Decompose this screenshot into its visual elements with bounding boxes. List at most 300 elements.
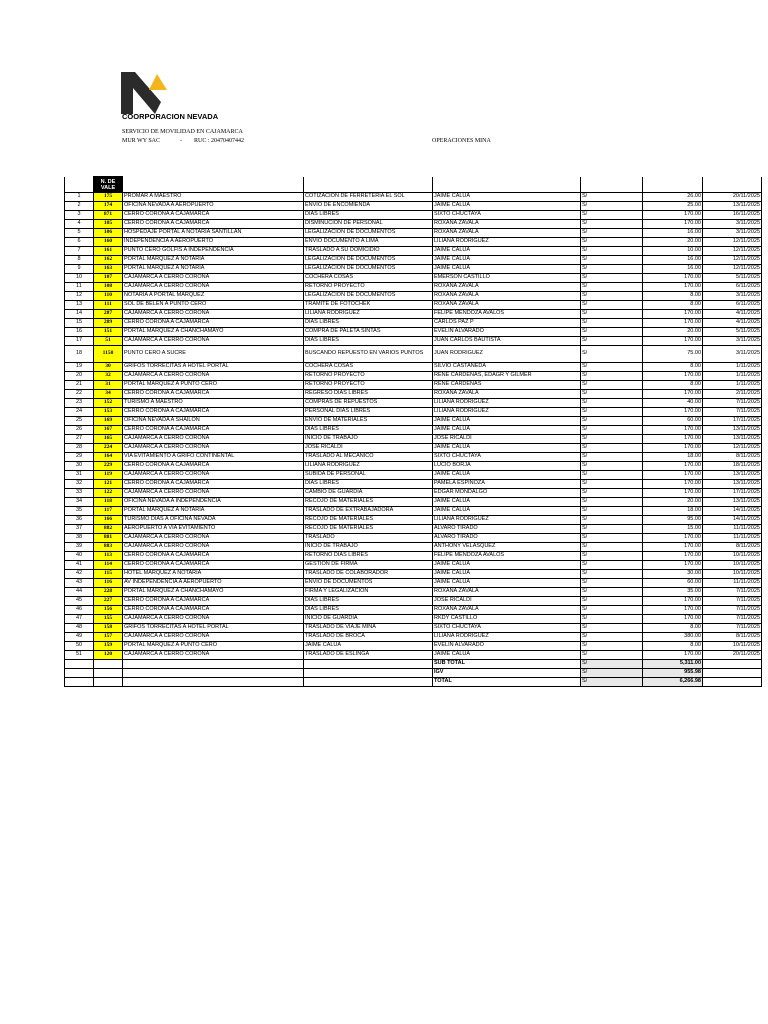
amount-cell: 170.00	[643, 310, 703, 319]
vale-number: 229	[94, 462, 123, 471]
row-number: 33	[65, 489, 94, 498]
description-cell: COTIZACION DE FERRETERIA EL SOL	[304, 193, 433, 202]
row-number: 25	[65, 417, 94, 426]
row-number: 21	[65, 381, 94, 390]
amount-cell: 8.00	[643, 624, 703, 633]
vale-number: 115	[94, 570, 123, 579]
person-cell: JAIME CALUA	[433, 471, 581, 480]
description-cell: TRASLADO	[304, 534, 433, 543]
description-cell: RECOJO DE MATERIALES	[304, 516, 433, 525]
header-blank	[123, 177, 304, 193]
amount-cell: 170.00	[643, 390, 703, 399]
date-cell: 13/11/2025	[703, 435, 762, 444]
table-row	[65, 211, 762, 220]
date-cell: 3/11/2025	[703, 346, 762, 363]
currency-cell: S/	[581, 426, 643, 435]
summary-label: TOTAL	[433, 678, 581, 687]
currency-cell: S/	[581, 319, 643, 328]
vale-number: 871	[94, 211, 123, 220]
row-number: 1	[65, 193, 94, 202]
currency-cell: S/	[581, 534, 643, 543]
vale-number: 161	[94, 247, 123, 256]
summary-value: 5,311.00	[643, 660, 703, 669]
currency-cell: S/	[581, 220, 643, 229]
person-cell: JAIME CALUA	[433, 651, 581, 660]
route-cell: OFICINA NEVADA A SHAILON	[123, 417, 304, 426]
table-row	[65, 328, 762, 337]
amount-cell: 10.00	[643, 247, 703, 256]
summary-value: 6,266.98	[643, 678, 703, 687]
date-cell: 7/11/2025	[703, 399, 762, 408]
vale-number: 108	[94, 283, 123, 292]
date-cell: 12/11/2025	[703, 256, 762, 265]
date-cell: 7/11/2025	[703, 624, 762, 633]
person-cell: SILVIO CASTAÑEDA	[433, 363, 581, 372]
person-cell: PAMELA ESPINOZA	[433, 480, 581, 489]
route-cell: CAJAMARCA A CERRO CORONA	[123, 274, 304, 283]
vale-number: 113	[94, 552, 123, 561]
description-cell: DIAS LIBRES	[304, 426, 433, 435]
currency-cell: S/	[581, 435, 643, 444]
row-number: 18	[65, 346, 94, 363]
vale-number: 122	[94, 489, 123, 498]
person-cell: JAIME CALUA	[433, 444, 581, 453]
person-cell: JAIME CALUA	[433, 579, 581, 588]
date-cell: 13/11/2025	[703, 480, 762, 489]
amount-cell: 170.00	[643, 220, 703, 229]
date-cell: 6/11/2025	[703, 283, 762, 292]
amount-cell: 170.00	[643, 444, 703, 453]
amount-cell: 170.00	[643, 615, 703, 624]
person-cell: JAIME CALUA	[433, 193, 581, 202]
description-cell: INICIO DE TRABAJO	[304, 435, 433, 444]
row-number: 12	[65, 292, 94, 301]
date-cell: 2/11/2025	[703, 390, 762, 399]
date-cell: 5/11/2025	[703, 274, 762, 283]
date-cell: 13/11/2025	[703, 498, 762, 507]
table-row	[65, 453, 762, 462]
row-number: 47	[65, 615, 94, 624]
route-cell: GRIFOS TORRECITAS A HOTEL PORTAL	[123, 363, 304, 372]
header-blank	[581, 177, 643, 193]
row-number: 19	[65, 363, 94, 372]
vale-number: 30	[94, 363, 123, 372]
person-cell: JAIME CALUA	[433, 426, 581, 435]
ruc-number: RUC : 20470407442	[194, 138, 245, 144]
amount-cell: 170.00	[643, 480, 703, 489]
table-row	[65, 310, 762, 319]
date-cell: 12/11/2025	[703, 265, 762, 274]
summary-blank	[703, 678, 762, 687]
row-number: 22	[65, 390, 94, 399]
row-number: 10	[65, 274, 94, 283]
currency-cell: S/	[581, 543, 643, 552]
description-cell: COCHERA COSAS	[304, 363, 433, 372]
summary-blank	[94, 678, 123, 687]
route-cell: CERRO CORONA A CAJAMARCA	[123, 462, 304, 471]
vale-number: 107	[94, 274, 123, 283]
route-cell: AEROPUERTO A VIA EVITAMIENTO	[123, 525, 304, 534]
route-cell: CAJAMARCA A CERRO CORONA	[123, 372, 304, 381]
row-number: 46	[65, 606, 94, 615]
amount-cell: 8.00	[643, 292, 703, 301]
route-cell: PROMAR A MAESTRO	[123, 193, 304, 202]
row-number: 11	[65, 283, 94, 292]
summary-currency: S/	[581, 678, 643, 687]
description-cell: JAIME CALUA	[304, 642, 433, 651]
vale-number: 114	[94, 561, 123, 570]
table-row	[65, 579, 762, 588]
table-row	[65, 346, 762, 363]
date-cell: 3/11/2025	[703, 337, 762, 346]
vale-number: 160	[94, 238, 123, 247]
date-cell: 8/11/2025	[703, 633, 762, 642]
vale-number: 155	[94, 615, 123, 624]
date-cell: 16/11/2025	[703, 211, 762, 220]
description-cell: COMPRAS DE REPUESTOS	[304, 399, 433, 408]
table-row	[65, 552, 762, 561]
currency-cell: S/	[581, 292, 643, 301]
route-cell: CERRO CORONA A CAJAMARCA	[123, 552, 304, 561]
person-cell: ANTHONY VELASQUEZ	[433, 543, 581, 552]
route-cell: CAJAMARCA A CERRO CORONA	[123, 615, 304, 624]
vale-number: 174	[94, 202, 123, 211]
person-cell: ROXANA ZAVALA	[433, 301, 581, 310]
company-logo	[121, 72, 177, 114]
currency-cell: S/	[581, 561, 643, 570]
summary-row	[65, 660, 762, 669]
description-cell: LILIANA RODRIGUEZ	[304, 462, 433, 471]
description-cell: INICIO DE TRABAJO	[304, 543, 433, 552]
date-cell: 4/11/2025	[703, 319, 762, 328]
amount-cell: 170.00	[643, 319, 703, 328]
amount-cell: 170.00	[643, 462, 703, 471]
row-number: 31	[65, 471, 94, 480]
vale-number: 51	[94, 337, 123, 346]
table-row	[65, 642, 762, 651]
summary-currency: S/	[581, 669, 643, 678]
date-cell: 20/11/2025	[703, 193, 762, 202]
row-number: 20	[65, 372, 94, 381]
currency-cell: S/	[581, 498, 643, 507]
vale-number: 153	[94, 408, 123, 417]
row-number: 26	[65, 426, 94, 435]
amount-cell: 75.00	[643, 346, 703, 363]
person-cell: LUCIO BORJA	[433, 462, 581, 471]
currency-cell: S/	[581, 238, 643, 247]
amount-cell: 170.00	[643, 471, 703, 480]
summary-value: 955.98	[643, 669, 703, 678]
currency-cell: S/	[581, 193, 643, 202]
vale-number: 32	[94, 372, 123, 381]
summary-blank	[123, 678, 304, 687]
date-cell: 8/11/2025	[703, 543, 762, 552]
row-number: 5	[65, 229, 94, 238]
person-cell: JAIME CALUA	[433, 247, 581, 256]
service-title: SERVICIO DE MOVILIDAD EN CAJAMARCA	[122, 129, 243, 135]
amount-cell: 16.00	[643, 265, 703, 274]
table-row	[65, 489, 762, 498]
header-blank	[703, 177, 762, 193]
date-cell: 13/11/2025	[703, 471, 762, 480]
vale-number: 289	[94, 319, 123, 328]
amount-cell: 8.00	[643, 381, 703, 390]
description-cell: RECOJO DE MATERIALES	[304, 498, 433, 507]
amount-cell: 60.00	[643, 579, 703, 588]
amount-cell: 35.00	[643, 588, 703, 597]
amount-cell: 170.00	[643, 534, 703, 543]
route-cell: PORTAL MARQUEZ A CHANCHAMAYO	[123, 588, 304, 597]
route-cell: HOSPEDAJE PORTAL A NOTARIA SANTILLAN	[123, 229, 304, 238]
summary-row	[65, 678, 762, 687]
currency-cell: S/	[581, 301, 643, 310]
date-cell: 13/11/2025	[703, 202, 762, 211]
person-cell: JAIME CALUA	[433, 498, 581, 507]
currency-cell: S/	[581, 363, 643, 372]
person-cell: FELIPE MENDOZA AVALOS	[433, 310, 581, 319]
amount-cell: 18.00	[643, 507, 703, 516]
date-cell: 13/11/2025	[703, 426, 762, 435]
summary-label: SUB TOTAL	[433, 660, 581, 669]
person-cell: ALVARO TIRADO	[433, 534, 581, 543]
currency-cell: S/	[581, 328, 643, 337]
route-cell: PORTAL MARQUEZ A PUNTO CERO	[123, 642, 304, 651]
person-cell: EVELIN ALVARADO	[433, 642, 581, 651]
vale-number: 121	[94, 480, 123, 489]
summary-currency: S/	[581, 660, 643, 669]
person-cell: LILIANA RODRIGUEZ	[433, 399, 581, 408]
table-row	[65, 471, 762, 480]
summary-blank	[123, 669, 304, 678]
description-cell: RETORNO PROYECTO	[304, 283, 433, 292]
operation-label: OPERACIONES MINA	[432, 138, 491, 144]
description-cell: ENVIO DE DOCUMENTOS	[304, 579, 433, 588]
date-cell: 3/11/2025	[703, 229, 762, 238]
route-cell: PORTAL MARQUEZ A NOTARIA	[123, 256, 304, 265]
table-row	[65, 606, 762, 615]
person-cell: SIXTO CHUCTAYA	[433, 624, 581, 633]
person-cell: JUAN RODRIGUEZ	[433, 346, 581, 363]
currency-cell: S/	[581, 489, 643, 498]
currency-cell: S/	[581, 597, 643, 606]
currency-cell: S/	[581, 651, 643, 660]
row-number: 14	[65, 310, 94, 319]
amount-cell: 40.00	[643, 399, 703, 408]
amount-cell: 16.00	[643, 256, 703, 265]
date-cell: 12/11/2025	[703, 444, 762, 453]
vale-number: 110	[94, 292, 123, 301]
table-row	[65, 507, 762, 516]
table-row	[65, 381, 762, 390]
description-cell: DIAS LIBRES	[304, 606, 433, 615]
row-number: 30	[65, 462, 94, 471]
currency-cell: S/	[581, 633, 643, 642]
route-cell: VIA EVITAMIENTO A GRIFO CONTINENTAL	[123, 453, 304, 462]
row-number: 9	[65, 265, 94, 274]
table-row	[65, 543, 762, 552]
route-cell: CAJAMARCA A CERRO CORONA	[123, 471, 304, 480]
row-number: 37	[65, 525, 94, 534]
date-cell: 1/11/2025	[703, 363, 762, 372]
currency-cell: S/	[581, 579, 643, 588]
person-cell: JAIME CALUA	[433, 265, 581, 274]
description-cell: TRAMITE DE FOTOCHEK	[304, 301, 433, 310]
amount-cell: 170.00	[643, 372, 703, 381]
row-number: 34	[65, 498, 94, 507]
amount-cell: 170.00	[643, 211, 703, 220]
row-number: 7	[65, 247, 94, 256]
amount-cell: 170.00	[643, 561, 703, 570]
header-blank	[643, 177, 703, 193]
description-cell: DIAS LIBRES	[304, 480, 433, 489]
table-row	[65, 651, 762, 660]
row-number: 13	[65, 301, 94, 310]
separator-dash: -	[180, 138, 182, 144]
route-cell: CERRO CORONA A CAJAMARCA	[123, 561, 304, 570]
vale-number: 152	[94, 399, 123, 408]
amount-cell: 15.00	[643, 525, 703, 534]
route-cell: SOL DE BELEN A PUNTO CERO	[123, 301, 304, 310]
table-row	[65, 256, 762, 265]
vale-number: 164	[94, 453, 123, 462]
vale-number: 883	[94, 543, 123, 552]
table-row	[65, 283, 762, 292]
vale-number: 116	[94, 579, 123, 588]
date-cell: 14/11/2025	[703, 507, 762, 516]
summary-blank	[94, 669, 123, 678]
row-number: 48	[65, 624, 94, 633]
table-row	[65, 417, 762, 426]
route-cell: CERRO CORONA A CAJAMARCA	[123, 480, 304, 489]
table-row	[65, 561, 762, 570]
route-cell: PORTAL MARQUEZ A NOTARIA	[123, 507, 304, 516]
description-cell: INICIO DE GUARDIA	[304, 615, 433, 624]
person-cell: ROXANA ZAVALA	[433, 606, 581, 615]
row-number: 15	[65, 319, 94, 328]
table-row	[65, 534, 762, 543]
table-row	[65, 615, 762, 624]
route-cell: CAJAMARCA A CERRO CORONA	[123, 489, 304, 498]
vale-number: 167	[94, 426, 123, 435]
date-cell: 14/11/2025	[703, 516, 762, 525]
description-cell: RECOJO DE MATERIALES	[304, 525, 433, 534]
table-row	[65, 399, 762, 408]
description-cell: CAMBIO DE GUARDIA	[304, 489, 433, 498]
table-row	[65, 516, 762, 525]
description-cell: TRASLADO A SU DOMICIDIO	[304, 247, 433, 256]
header-blank	[433, 177, 581, 193]
description-cell: COCHERA COSAS	[304, 274, 433, 283]
description-cell: ENVIO DE MATERIALES	[304, 417, 433, 426]
date-cell: 5/11/2025	[703, 328, 762, 337]
route-cell: CERRO CORONA A CAJAMARCA	[123, 606, 304, 615]
description-cell: DIAS LIBRES	[304, 319, 433, 328]
currency-cell: S/	[581, 310, 643, 319]
summary-blank	[703, 669, 762, 678]
table-row	[65, 426, 762, 435]
amount-cell: 170.00	[643, 597, 703, 606]
header-vale: N. DE VALE	[94, 177, 123, 193]
amount-cell: 16.00	[643, 229, 703, 238]
table-row	[65, 624, 762, 633]
description-cell: TRASLADO AL MECANICO	[304, 453, 433, 462]
table-row	[65, 220, 762, 229]
row-number: 43	[65, 579, 94, 588]
person-cell: FELIPE MENDOZA AVALOS	[433, 552, 581, 561]
date-cell: 10/11/2025	[703, 552, 762, 561]
row-number: 23	[65, 399, 94, 408]
row-number: 41	[65, 561, 94, 570]
route-cell: PORTAL MARQUEZ A CHANCHAMAYO	[123, 328, 304, 337]
row-number: 28	[65, 444, 94, 453]
description-cell: LEGALIZACION DE DOCUMENTOS	[304, 256, 433, 265]
row-number: 45	[65, 597, 94, 606]
table-row	[65, 408, 762, 417]
table-header	[65, 177, 762, 193]
currency-cell: S/	[581, 247, 643, 256]
description-cell: TRASLADO DE BROCA	[304, 633, 433, 642]
row-number: 2	[65, 202, 94, 211]
currency-cell: S/	[581, 202, 643, 211]
person-cell: JOSE RICALDI	[433, 435, 581, 444]
date-cell: 7/11/2025	[703, 408, 762, 417]
amount-cell: 20.00	[643, 238, 703, 247]
currency-cell: S/	[581, 381, 643, 390]
summary-blank	[65, 678, 94, 687]
description-cell: RETORNO PROYECTO	[304, 381, 433, 390]
row-number: 17	[65, 337, 94, 346]
table-row	[65, 597, 762, 606]
route-cell: PORTAL MARQUEZ A NOTARIA	[123, 265, 304, 274]
table-row	[65, 372, 762, 381]
description-cell: JOSE RICALDI	[304, 444, 433, 453]
currency-cell: S/	[581, 372, 643, 381]
table-row	[65, 525, 762, 534]
description-cell: TRASLADO DE EXTRABAJADORA	[304, 507, 433, 516]
description-cell: REGRESO DIAS LIBRES	[304, 390, 433, 399]
currency-cell: S/	[581, 480, 643, 489]
row-number: 16	[65, 328, 94, 337]
row-number: 6	[65, 238, 94, 247]
person-cell: SIXTO CHUCTAYA	[433, 211, 581, 220]
table-row	[65, 319, 762, 328]
table-row	[65, 588, 762, 597]
table-row	[65, 480, 762, 489]
amount-cell: 20.00	[643, 328, 703, 337]
amount-cell: 170.00	[643, 426, 703, 435]
header-blank	[304, 177, 433, 193]
currency-cell: S/	[581, 283, 643, 292]
route-cell: CAJAMARCA A CERRO CORONA	[123, 534, 304, 543]
currency-cell: S/	[581, 588, 643, 597]
description-cell: ENVIO DOCUMENTO A LIMA	[304, 238, 433, 247]
amount-cell: 95.00	[643, 516, 703, 525]
currency-cell: S/	[581, 615, 643, 624]
person-cell: LILIANA RODRIGUEZ	[433, 408, 581, 417]
summary-blank	[94, 660, 123, 669]
row-number: 49	[65, 633, 94, 642]
person-cell: EMERSON CASTILLO	[433, 274, 581, 283]
route-cell: PUNTO CERO A SUCRE	[123, 346, 304, 363]
table-row	[65, 633, 762, 642]
description-cell: DIAS LIBRES	[304, 337, 433, 346]
route-cell: TURISMO DIAS A OFICINA NEVADA	[123, 516, 304, 525]
date-cell: 11/11/2025	[703, 579, 762, 588]
summary-blank	[304, 669, 433, 678]
currency-cell: S/	[581, 642, 643, 651]
date-cell: 10/11/2025	[703, 561, 762, 570]
route-cell: CERRO CORONA A CAJAMARCA	[123, 211, 304, 220]
